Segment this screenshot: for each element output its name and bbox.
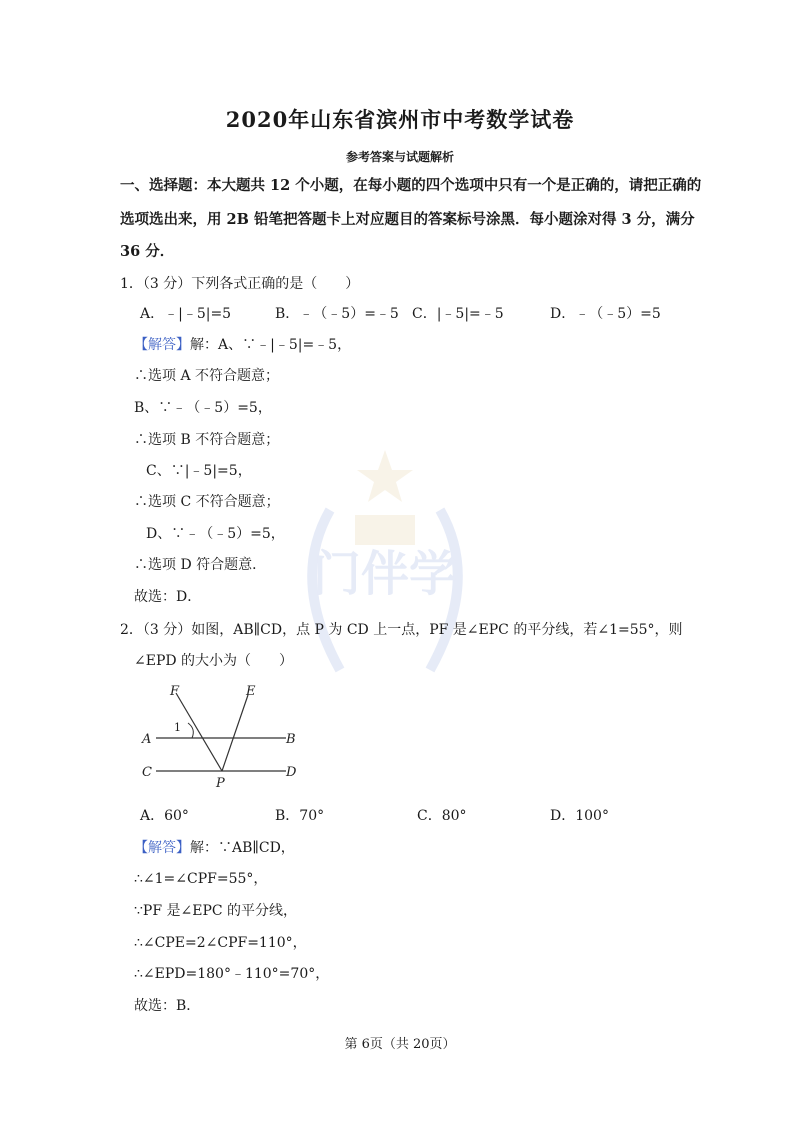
q1-stem: 1．（3 分）下列各式正确的是（ ） <box>120 276 360 292</box>
q2-solution-line-3: ∵PF 是∠EPC 的平分线， <box>134 903 298 919</box>
q2-solution-line-6: 故选：B． <box>134 998 201 1014</box>
q1-solution-line-8: ∴选项 D 符合题意． <box>134 557 267 573</box>
q1-option-c: C．|﹣5|=﹣5 <box>412 306 504 322</box>
q2-solution-line-5: ∴∠EPD=180°﹣110°=70°， <box>134 966 330 982</box>
q2-solution-line-4: ∴∠CPE=2∠CPF=110°， <box>134 935 307 951</box>
label-p: P <box>216 776 225 791</box>
q1-solution-line-9: 故选：D． <box>134 589 202 605</box>
q1-solution-line-2: ∴选项 A 不符合题意； <box>134 368 280 384</box>
watermark-text: 门伴学 <box>312 546 458 602</box>
angle-1-arc <box>188 723 193 738</box>
ray-pf <box>176 693 222 771</box>
q2-stem-line-2: ∠EPD 的大小为（ ） <box>134 653 294 669</box>
watermark-logo-icon <box>270 440 500 700</box>
q2-solution-line-2: ∴∠1=∠CPF=55°， <box>134 871 268 887</box>
label-e: E <box>246 684 256 699</box>
q2-answer-tag: 【解答】 <box>134 840 190 856</box>
label-a: A <box>142 732 152 747</box>
q1-solution-line-4: ∴选项 B 不符合题意； <box>134 432 280 448</box>
q1-solution-line-7: D、∵﹣（﹣5）=5， <box>146 526 285 542</box>
label-c: C <box>142 765 152 780</box>
q1-solution-line-6: ∴选项 C 不符合题意； <box>134 494 280 510</box>
q1-option-d: D．﹣（﹣5）=5 <box>550 306 661 322</box>
q1-option-a: A．﹣|﹣5|=5 <box>140 306 232 322</box>
q1-option-b: B．﹣（﹣5）=﹣5 <box>275 306 399 322</box>
page-footer: 第 6页（共 20页） <box>344 1037 456 1052</box>
q2-option-b: B．70° <box>275 808 325 824</box>
section-intro-line-2: 选项选出来，用 2B 铅笔把答题卡上对应题目的答案标号涂黑．每小题涂对得 3 分，满分 <box>120 211 695 228</box>
page-title: 2020年山东省滨州市中考数学试卷 <box>225 107 575 132</box>
label-b: B <box>286 732 296 747</box>
q1-solution-line-1: 【解答】解：A、∵﹣|﹣5|=﹣5， <box>134 337 352 353</box>
label-f: F <box>170 684 180 699</box>
q2-option-d: D．100° <box>550 808 609 824</box>
q1-answer-tag: 【解答】 <box>134 337 190 353</box>
label-d: D <box>286 765 297 780</box>
q2-stem-line-1: 2．（3 分）如图，AB∥CD，点 P 为 CD 上一点，PF 是∠EPC 的平分线，若∠1=55°，则 <box>120 622 683 638</box>
section-intro-line-1: 一、选择题：本大题共 12 个小题，在每小题的四个选项中只有一个是正确的，请把正确的 <box>120 177 702 194</box>
q2-solution-line-1: 【解答】解：∵AB∥CD， <box>134 840 295 856</box>
section-intro-line-3: 36 分． <box>120 243 175 260</box>
q1-solution-line-5: C、∵|﹣5|=5， <box>146 463 252 479</box>
ray-pe <box>222 695 248 771</box>
q2-option-a: A．60° <box>140 808 189 824</box>
geometry-figure <box>136 683 306 793</box>
label-angle-1: 1 <box>174 721 181 734</box>
q2-option-c: C．80° <box>417 808 467 824</box>
page-subtitle: 参考答案与试题解析 <box>345 150 454 164</box>
q1-solution-line-3: B、∵﹣（﹣5）=5， <box>134 400 272 416</box>
